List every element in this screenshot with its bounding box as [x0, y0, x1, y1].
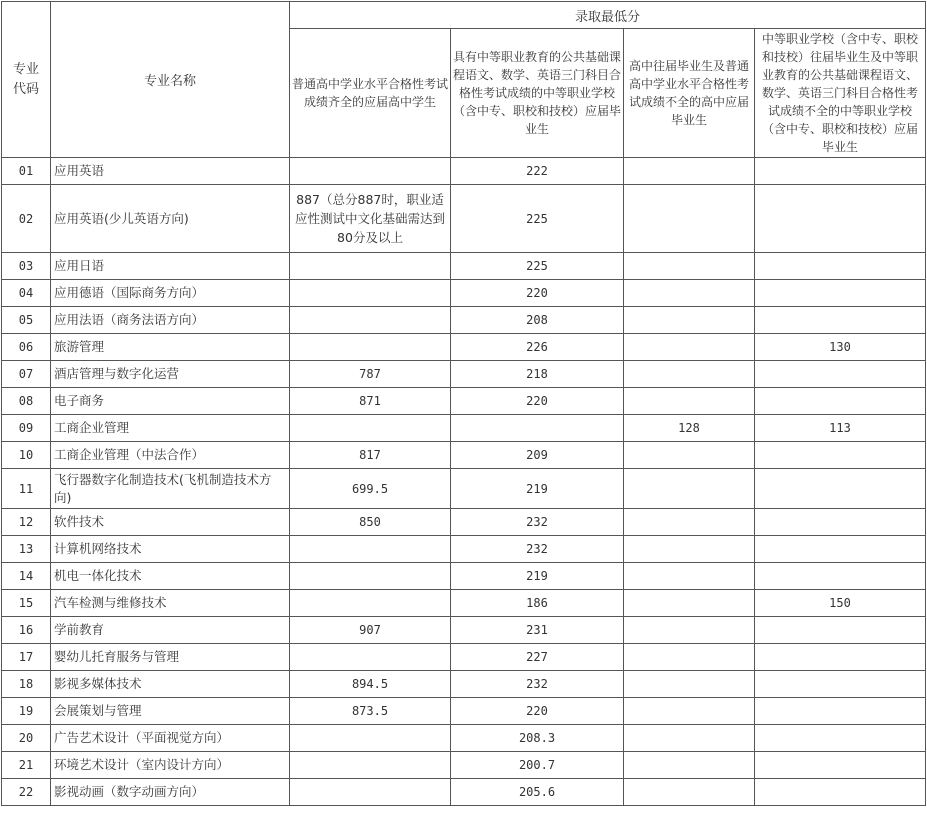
score-regular-high-school-cell: [290, 415, 451, 442]
major-name-cell: 会展策划与管理: [51, 698, 290, 725]
score-regular-high-school-cell: 817: [290, 442, 451, 469]
major-name-cell: 应用法语（商务法语方向）: [51, 307, 290, 334]
score-vocational-graduates-cell: 222: [451, 158, 624, 185]
score-past-high-school-cell: [624, 671, 755, 698]
header-col-vocational-graduates: 具有中等职业教育的公共基础课程语文、数学、英语三门科目合格性考试成绩的中等职业学校（含中专、职校和技校）应届毕业生: [451, 29, 624, 158]
score-regular-high-school-cell: [290, 590, 451, 617]
score-past-high-school-cell: [624, 185, 755, 253]
score-vocational-graduates-cell: 225: [451, 185, 624, 253]
score-regular-high-school-cell: 850: [290, 509, 451, 536]
major-code-cell: 08: [2, 388, 51, 415]
header-col-past-high-school: 高中往届毕业生及普通高中学业水平合格性考试成绩不全的高中应届毕业生: [624, 29, 755, 158]
score-past-vocational-cell: [755, 563, 926, 590]
score-regular-high-school-cell: 887（总分887时，职业适应性测试中文化基础需达到80分及以上: [290, 185, 451, 253]
score-vocational-graduates-cell: 231: [451, 617, 624, 644]
table-row: [2, 361, 926, 388]
score-vocational-graduates-cell: 232: [451, 509, 624, 536]
score-past-vocational-cell: [755, 388, 926, 415]
major-name-cell: 旅游管理: [51, 334, 290, 361]
major-code-cell: 10: [2, 442, 51, 469]
score-regular-high-school-cell: 894.5: [290, 671, 451, 698]
score-vocational-graduates-cell: 219: [451, 469, 624, 509]
score-past-high-school-cell: [624, 388, 755, 415]
header-col-past-vocational: 中等职业学校（含中专、职校和技校）往届毕业生及中等职业教育的公共基础课程语文、数学、英语三门科目合格性考试成绩不全的中等职业学校（含中专、职校和技校）应届毕业生: [755, 29, 926, 158]
score-regular-high-school-cell: [290, 334, 451, 361]
score-vocational-graduates-cell: 232: [451, 671, 624, 698]
table-row: [2, 698, 926, 725]
score-past-vocational-cell: [755, 280, 926, 307]
score-vocational-graduates-cell: 227: [451, 644, 624, 671]
table-row: [2, 779, 926, 806]
major-name-cell: 应用英语(少儿英语方向): [51, 185, 290, 253]
table-row: [2, 334, 926, 361]
score-past-vocational-cell: [755, 752, 926, 779]
major-name-cell: 电子商务: [51, 388, 290, 415]
table-row: [2, 671, 926, 698]
table-row: [2, 644, 926, 671]
major-name-cell: 环境艺术设计（室内设计方向）: [51, 752, 290, 779]
major-code-cell: 12: [2, 509, 51, 536]
score-regular-high-school-cell: 871: [290, 388, 451, 415]
score-past-high-school-cell: [624, 590, 755, 617]
major-name-cell: 影视多媒体技术: [51, 671, 290, 698]
table-row: [2, 280, 926, 307]
score-regular-high-school-cell: 907: [290, 617, 451, 644]
score-past-vocational-cell: [755, 644, 926, 671]
score-past-vocational-cell: [755, 671, 926, 698]
score-past-vocational-cell: [755, 469, 926, 509]
header-min-score: 录取最低分: [290, 2, 926, 29]
score-vocational-graduates-cell: 232: [451, 536, 624, 563]
score-past-high-school-cell: [624, 334, 755, 361]
score-vocational-graduates-cell: [451, 415, 624, 442]
score-past-vocational-cell: 130: [755, 334, 926, 361]
major-code-cell: 22: [2, 779, 51, 806]
score-past-high-school-cell: [624, 253, 755, 280]
major-code-cell: 21: [2, 752, 51, 779]
table-row: [2, 509, 926, 536]
score-past-vocational-cell: [755, 779, 926, 806]
score-vocational-graduates-cell: 186: [451, 590, 624, 617]
major-name-cell: 软件技术: [51, 509, 290, 536]
score-vocational-graduates-cell: 220: [451, 698, 624, 725]
table-row: [2, 469, 926, 509]
table-row: [2, 752, 926, 779]
table-row: [2, 617, 926, 644]
table-row: [2, 158, 926, 185]
score-regular-high-school-cell: 787: [290, 361, 451, 388]
major-code-cell: 02: [2, 185, 51, 253]
table-row: [2, 185, 926, 253]
major-name-cell: 应用德语（国际商务方向）: [51, 280, 290, 307]
score-past-high-school-cell: [624, 779, 755, 806]
score-past-vocational-cell: [755, 361, 926, 388]
score-vocational-graduates-cell: 200.7: [451, 752, 624, 779]
score-past-high-school-cell: [624, 698, 755, 725]
score-past-high-school-cell: [624, 644, 755, 671]
score-past-high-school-cell: 128: [624, 415, 755, 442]
score-past-high-school-cell: [624, 725, 755, 752]
score-regular-high-school-cell: [290, 307, 451, 334]
score-vocational-graduates-cell: 220: [451, 280, 624, 307]
major-code-cell: 04: [2, 280, 51, 307]
major-name-cell: 婴幼儿托育服务与管理: [51, 644, 290, 671]
major-name-cell: 计算机网络技术: [51, 536, 290, 563]
major-name-cell: 工商企业管理（中法合作）: [51, 442, 290, 469]
major-code-cell: 06: [2, 334, 51, 361]
table-row: [2, 388, 926, 415]
score-past-vocational-cell: [755, 185, 926, 253]
score-past-vocational-cell: [755, 698, 926, 725]
table-row: [2, 307, 926, 334]
major-code-cell: 15: [2, 590, 51, 617]
major-code-cell: 14: [2, 563, 51, 590]
table-row: [2, 415, 926, 442]
table-row: [2, 725, 926, 752]
major-code-cell: 16: [2, 617, 51, 644]
score-past-vocational-cell: [755, 158, 926, 185]
score-past-high-school-cell: [624, 469, 755, 509]
score-past-vocational-cell: [755, 617, 926, 644]
major-name-cell: 酒店管理与数字化运营: [51, 361, 290, 388]
major-name-cell: 应用日语: [51, 253, 290, 280]
major-name-cell: 影视动画（数字动画方向）: [51, 779, 290, 806]
major-code-cell: 09: [2, 415, 51, 442]
score-vocational-graduates-cell: 208: [451, 307, 624, 334]
score-past-vocational-cell: [755, 536, 926, 563]
score-regular-high-school-cell: [290, 536, 451, 563]
score-past-high-school-cell: [624, 280, 755, 307]
table-row: [2, 536, 926, 563]
major-name-cell: 应用英语: [51, 158, 290, 185]
header-code: 专业 代码: [2, 2, 51, 158]
major-code-cell: 05: [2, 307, 51, 334]
major-name-cell: 工商企业管理: [51, 415, 290, 442]
score-regular-high-school-cell: 873.5: [290, 698, 451, 725]
score-past-vocational-cell: [755, 725, 926, 752]
admission-score-table: [1, 1, 926, 806]
major-code-cell: 03: [2, 253, 51, 280]
score-past-vocational-cell: [755, 442, 926, 469]
header-name: 专业名称: [51, 2, 290, 158]
major-name-cell: 机电一体化技术: [51, 563, 290, 590]
score-past-high-school-cell: [624, 307, 755, 334]
score-past-vocational-cell: [755, 509, 926, 536]
score-vocational-graduates-cell: 220: [451, 388, 624, 415]
score-regular-high-school-cell: [290, 779, 451, 806]
score-regular-high-school-cell: [290, 752, 451, 779]
major-code-cell: 18: [2, 671, 51, 698]
score-past-high-school-cell: [624, 361, 755, 388]
major-code-cell: 11: [2, 469, 51, 509]
table-row: [2, 590, 926, 617]
score-past-vocational-cell: 113: [755, 415, 926, 442]
score-regular-high-school-cell: [290, 725, 451, 752]
score-past-vocational-cell: [755, 253, 926, 280]
score-past-high-school-cell: [624, 442, 755, 469]
major-code-cell: 20: [2, 725, 51, 752]
score-vocational-graduates-cell: 226: [451, 334, 624, 361]
score-past-vocational-cell: 150: [755, 590, 926, 617]
score-regular-high-school-cell: [290, 158, 451, 185]
score-regular-high-school-cell: [290, 280, 451, 307]
score-regular-high-school-cell: [290, 644, 451, 671]
score-vocational-graduates-cell: 208.3: [451, 725, 624, 752]
major-name-cell: 汽车检测与维修技术: [51, 590, 290, 617]
major-code-cell: 13: [2, 536, 51, 563]
major-code-cell: 07: [2, 361, 51, 388]
table-row: [2, 563, 926, 590]
score-regular-high-school-cell: [290, 253, 451, 280]
major-name-cell: 学前教育: [51, 617, 290, 644]
score-past-high-school-cell: [624, 536, 755, 563]
score-regular-high-school-cell: [290, 563, 451, 590]
score-regular-high-school-cell: 699.5: [290, 469, 451, 509]
major-code-cell: 01: [2, 158, 51, 185]
score-vocational-graduates-cell: 225: [451, 253, 624, 280]
major-name-cell: 飞行器数字化制造技术(飞机制造技术方向): [51, 469, 290, 509]
major-code-cell: 19: [2, 698, 51, 725]
table-row: [2, 253, 926, 280]
score-vocational-graduates-cell: 205.6: [451, 779, 624, 806]
score-past-high-school-cell: [624, 563, 755, 590]
score-vocational-graduates-cell: 219: [451, 563, 624, 590]
score-past-high-school-cell: [624, 617, 755, 644]
major-name-cell: 广告艺术设计（平面视觉方向）: [51, 725, 290, 752]
score-past-high-school-cell: [624, 158, 755, 185]
header-col-regular-high-school: 普通高中学业水平合格性考试成绩齐全的应届高中学生: [290, 29, 451, 158]
score-past-high-school-cell: [624, 509, 755, 536]
score-past-vocational-cell: [755, 307, 926, 334]
table-row: [2, 442, 926, 469]
table-body: [2, 158, 926, 806]
score-vocational-graduates-cell: 209: [451, 442, 624, 469]
major-code-cell: 17: [2, 644, 51, 671]
score-vocational-graduates-cell: 218: [451, 361, 624, 388]
score-past-high-school-cell: [624, 752, 755, 779]
